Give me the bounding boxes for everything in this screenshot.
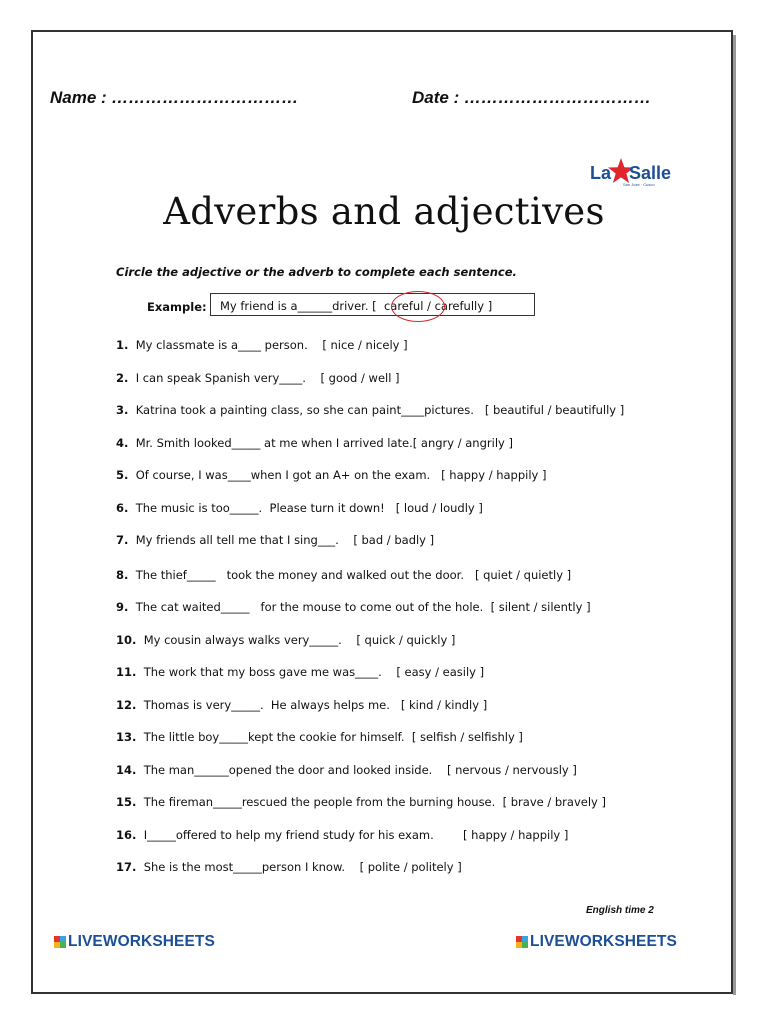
question-text: I can speak Spanish very____. [ good / well ] <box>135 371 400 385</box>
question-text: Katrina took a painting class, so she can paint____pictures. [ beautiful / beautifully ] <box>135 403 625 417</box>
question-text: My friends all tell me that I sing___. [ bad / badly ] <box>135 533 435 547</box>
example-answer-circle <box>391 291 445 322</box>
logo-tagline: San José · Cusco <box>623 182 655 187</box>
question-number: 6. <box>116 501 129 515</box>
instructions: Circle the adjective or the adverb to complete each sentence. <box>116 265 517 279</box>
question-text: The fireman_____rescued the people from the burning house. [ brave / bravely ] <box>143 795 606 809</box>
la-salle-logo <box>590 160 690 190</box>
question-item <box>116 633 455 647</box>
example-label: Example: <box>147 300 207 314</box>
question-item <box>116 828 568 842</box>
question-item <box>116 763 577 777</box>
logo-salle: Salle <box>629 163 672 183</box>
question-number: 12. <box>116 698 137 712</box>
liveworksheets-text: LIVEWORKSHEETS <box>68 933 215 950</box>
example-sentence: My friend is a______driver. [ careful / carefully ] <box>220 299 493 313</box>
question-text: The cat waited_____ for the mouse to come out of the hole. [ silent / silently ] <box>135 600 591 614</box>
question-number: 5. <box>116 468 129 482</box>
question-text: Thomas is very_____. He always helps me. [ kind / kindly ] <box>143 698 488 712</box>
question-text: The music is too_____. Please turn it down! [ loud / loudly ] <box>135 501 483 515</box>
question-number: 13. <box>116 730 137 744</box>
liveworksheets-mark-icon <box>516 936 528 948</box>
english-time-label: English time 2 <box>586 905 654 916</box>
question-text: My classmate is a____ person. [ nice / nicely ] <box>135 338 408 352</box>
question-item <box>116 501 483 515</box>
question-item <box>116 698 487 712</box>
question-text: The little boy_____kept the cookie for himself. [ selfish / selfishly ] <box>143 730 523 744</box>
question-text: Mr. Smith looked_____ at me when I arrived late.[ angry / angrily ] <box>135 436 513 450</box>
question-number: 17. <box>116 860 137 874</box>
question-item <box>116 665 484 679</box>
question-number: 8. <box>116 568 129 582</box>
question-item <box>116 795 606 809</box>
liveworksheets-logo-right <box>516 932 677 952</box>
question-item <box>116 860 462 874</box>
question-number: 15. <box>116 795 137 809</box>
question-item <box>116 371 400 385</box>
liveworksheets-logo-left <box>54 932 215 952</box>
question-text: Of course, I was____when I got an A+ on the exam. [ happy / happily ] <box>135 468 547 482</box>
question-item <box>116 533 434 547</box>
question-item <box>116 338 408 352</box>
liveworksheets-text: LIVEWORKSHEETS <box>530 933 677 950</box>
question-item <box>116 568 571 582</box>
question-text: The man______opened the door and looked inside. [ nervous / nervously ] <box>143 763 577 777</box>
question-number: 11. <box>116 665 137 679</box>
question-text: She is the most_____person I know. [ polite / politely ] <box>143 860 462 874</box>
question-number: 14. <box>116 763 137 777</box>
question-item <box>116 730 523 744</box>
name-field: Name : …………………………… <box>50 88 299 107</box>
date-field: Date : …………………………… <box>412 88 651 107</box>
question-number: 16. <box>116 828 137 842</box>
question-number: 10. <box>116 633 137 647</box>
question-number: 1. <box>116 338 129 352</box>
question-item <box>116 436 513 450</box>
question-number: 2. <box>116 371 129 385</box>
question-number: 3. <box>116 403 129 417</box>
question-number: 7. <box>116 533 129 547</box>
question-item <box>116 468 547 482</box>
page-title: Adverbs and adjectives <box>163 190 605 233</box>
question-number: 4. <box>116 436 129 450</box>
question-number: 9. <box>116 600 129 614</box>
question-item <box>116 600 591 614</box>
logo-la: La <box>590 163 612 183</box>
question-text: The thief_____ took the money and walked out the door. [ quiet / quietly ] <box>135 568 572 582</box>
question-item <box>116 403 624 417</box>
question-text: I_____offered to help my friend study for his exam. [ happy / happily ] <box>143 828 569 842</box>
question-text: My cousin always walks very_____. [ quick / quickly ] <box>143 633 456 647</box>
question-text: The work that my boss gave me was____. [ easy / easily ] <box>143 665 485 679</box>
liveworksheets-mark-icon <box>54 936 66 948</box>
